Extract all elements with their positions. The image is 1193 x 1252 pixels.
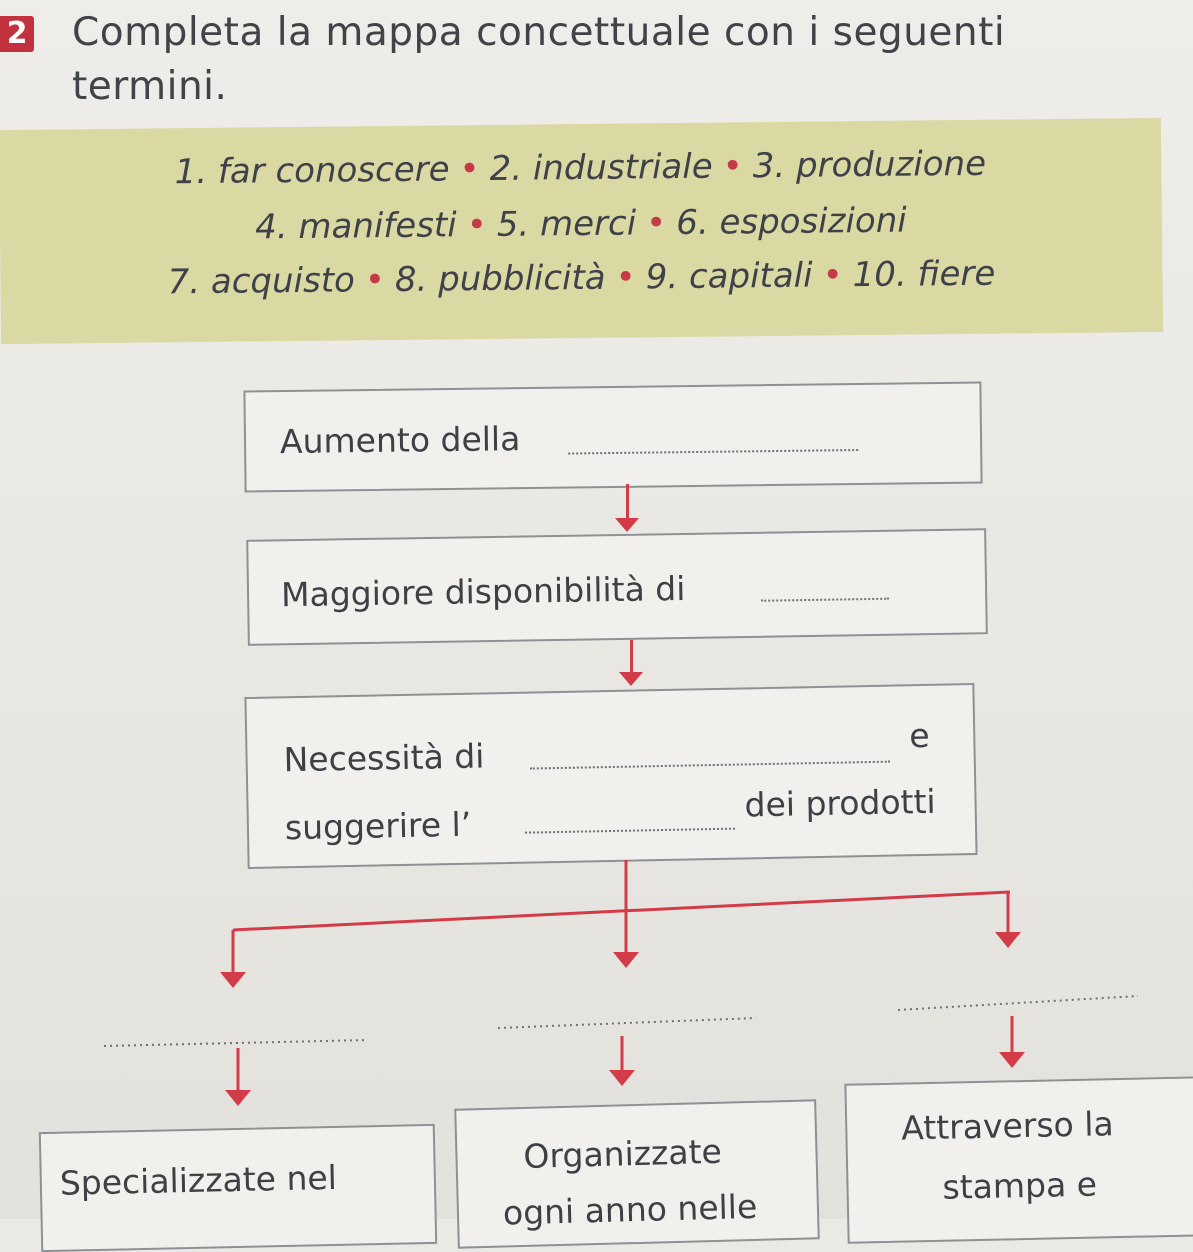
arrow-down-icon (999, 1052, 1025, 1068)
branch-right-label-line1: Attraverso la (900, 1104, 1114, 1148)
term-9: 9. capitali (645, 255, 813, 298)
arrow-down-icon (613, 952, 639, 968)
exercise-number-badge: 2 (0, 16, 34, 52)
branch-center-label-line2: ogni anno nelle (502, 1186, 758, 1233)
branch-right-blank (898, 996, 1138, 1010)
arrow-down-icon (609, 1070, 635, 1086)
bullet-icon: • (364, 260, 386, 301)
term-6: 6. esposizioni (676, 200, 907, 244)
instruction-line-1: Completa la mappa concettuale con i seguenti (72, 10, 1006, 55)
term-4: 4. manifesti (254, 205, 457, 248)
term-1: 1. far conoscere (174, 149, 450, 193)
bullet-icon: • (822, 255, 843, 296)
instruction-line-2: termini. (72, 64, 228, 109)
branch-horizontal-line (233, 892, 1010, 930)
term-5: 5. merci (496, 203, 637, 245)
term-8: 8. pubblicità (394, 257, 606, 300)
term-2: 2. industriale (489, 146, 713, 189)
box3-label-line2: suggerire l’ (284, 804, 472, 848)
branch-right-label-line2: stampa e (942, 1164, 1098, 1207)
box3-label-line1: Necessità di (283, 736, 485, 780)
box3-connector: e (908, 715, 930, 756)
branch-left-label: Specializzate nel (59, 1157, 338, 1203)
branch-center-label-line1: Organizzate (522, 1131, 723, 1176)
box3-suffix: dei prodotti (744, 781, 936, 825)
branch-center-blank (498, 1018, 756, 1028)
branch-center-box (454, 1099, 820, 1248)
term-3: 3. produzione (752, 143, 987, 187)
term-7: 7. acquisto (167, 260, 356, 303)
branch-left-box (39, 1124, 437, 1252)
branch-left-blank (104, 1040, 368, 1046)
arrow-down-icon (225, 1090, 251, 1106)
bullet-icon: • (459, 149, 480, 190)
arrow-down-icon (220, 972, 246, 988)
bullet-icon: • (722, 146, 743, 187)
bullet-icon: • (466, 204, 487, 246)
box1-label: Aumento della (279, 419, 521, 462)
term-10: 10. fiere (852, 253, 996, 296)
box2-label: Maggiore disponibilità di (280, 568, 686, 615)
bullet-icon: • (645, 203, 667, 244)
arrow-down-icon (995, 932, 1021, 948)
bullet-icon: • (615, 257, 636, 298)
